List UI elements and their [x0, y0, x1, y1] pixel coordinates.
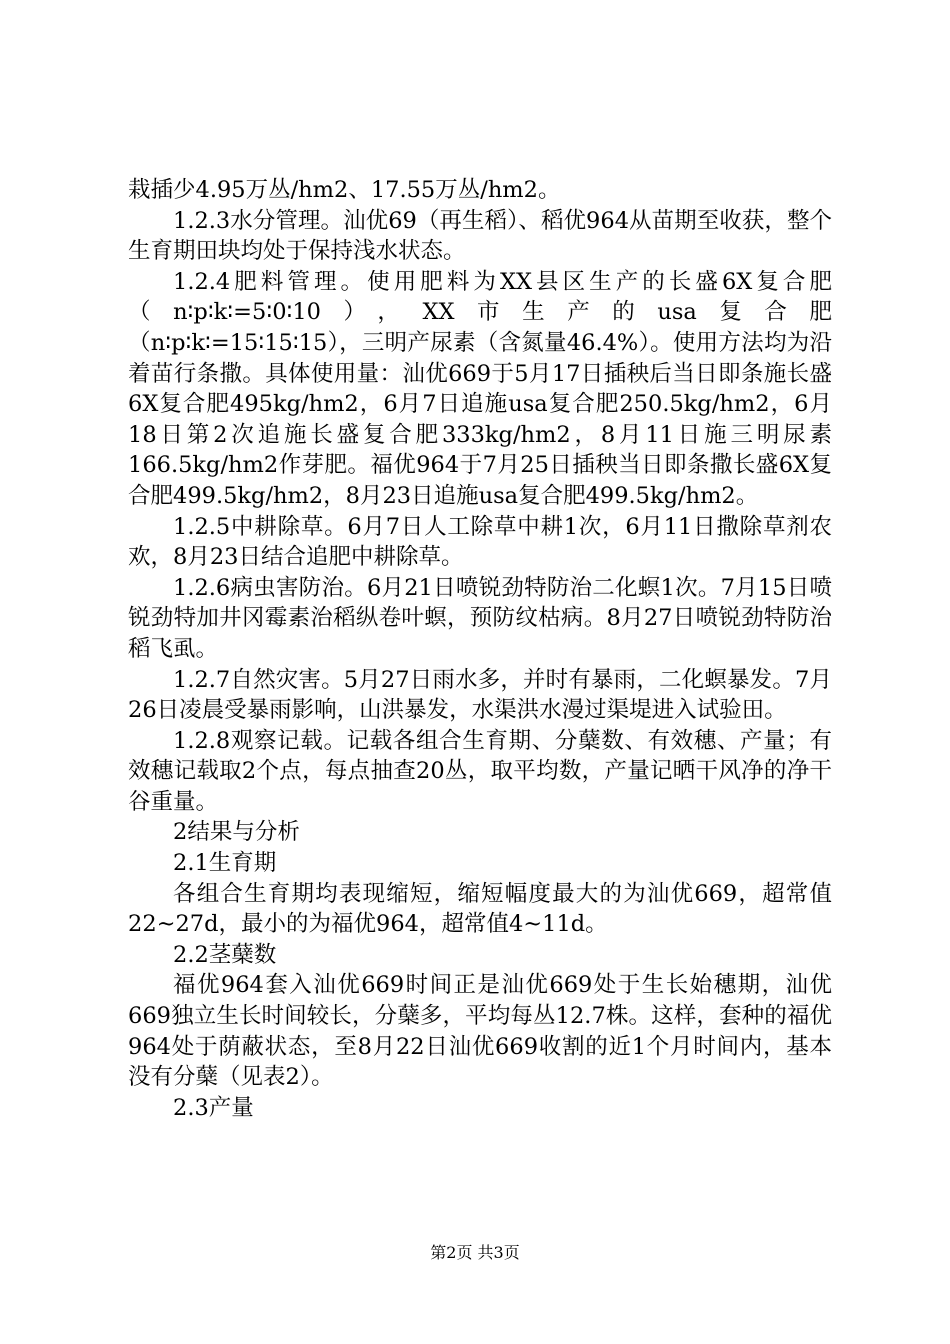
subsection-heading: 2.2茎蘖数 [173, 941, 277, 968]
paragraph: 1.2.7自然灾害。5月27日雨水多，并时有暴雨，二化螟暴发。7月26日凌晨受暴雨影响，山洪暴发，水渠洪水漫过渠堤进入试验田。 [128, 666, 832, 724]
paragraph: 1.2.4肥料管理。使用肥料为XX县区生产的长盛6X复合肥 [173, 268, 832, 295]
subsection-heading: 2.3产量 [173, 1094, 254, 1121]
paragraph: 1.2.5中耕除草。6月7日人工除草中耕1次，6月11日撒除草剂农欢，8月23日结合追肥中耕除草。 [128, 513, 832, 571]
page-footer: 第2页 共3页 [430, 1243, 520, 1262]
document-body [128, 175, 832, 1123]
section-heading: 2结果与分析 [173, 819, 300, 846]
paragraph: 1.2.3水分管理。汕优69（再生稻）、稻优964从苗期至收获，整个生育期田块均处于保持浅水状态。 [128, 207, 832, 265]
paragraph: 福优964套入汕优669时间正是汕优669处于生长始穗期，汕优669独立生长时间较长，分蘖多，平均每丛12.7株。这样，套种的福优964处于荫蔽状态，至8月22日汕优669收割的近1个月时间内，基本没有分蘖（见表2）。 [128, 972, 832, 1091]
subsection-heading: 2.1生育期 [173, 850, 277, 877]
paragraph: （n∶p∶k∶=15∶15∶15），三明产尿素（含氮量46.4%）。使用方法均为沿着苗行条撒。具体使用量：汕优669于5月17日插秧后当日即条施长盛6X复合肥495kg/hm2，6月7日追施usa复合肥250.5kg/hm2，6月18日第2次追施长盛复合肥333kg/hm2，8月11日施三明尿素166.5kg/hm2作芽肥。福优964于7月25日插秧当日即条撒长盛6X复合肥499.5kg/hm2，8月23日追施usa复合肥499.5kg/hm2。 [128, 329, 832, 509]
paragraph: 1.2.6病虫害防治。6月21日喷锐劲特防治二化螟1次。7月15日喷锐劲特加井冈霉素治稻纵卷叶螟，预防纹枯病。8月27日喷锐劲特防治稻飞虱。 [128, 574, 832, 662]
paragraph: 各组合生育期均表现缩短，缩短幅度最大的为汕优669，超常值22~27d，最小的为福优964，超常值4~11d。 [128, 880, 832, 938]
paragraph: 栽插少4.95万丛/hm2、17.55万丛/hm2。 [128, 177, 561, 203]
paragraph: 1.2.8观察记载。记载各组合生育期、分蘖数、有效穗、产量；有效穗记载取2个点，每点抽查20丛，取平均数，产量记晒干风净的净干谷重量。 [128, 727, 832, 815]
paragraph: （n∶p∶k∶=5∶0∶10），XX市生产的usa复合肥 [128, 299, 832, 326]
